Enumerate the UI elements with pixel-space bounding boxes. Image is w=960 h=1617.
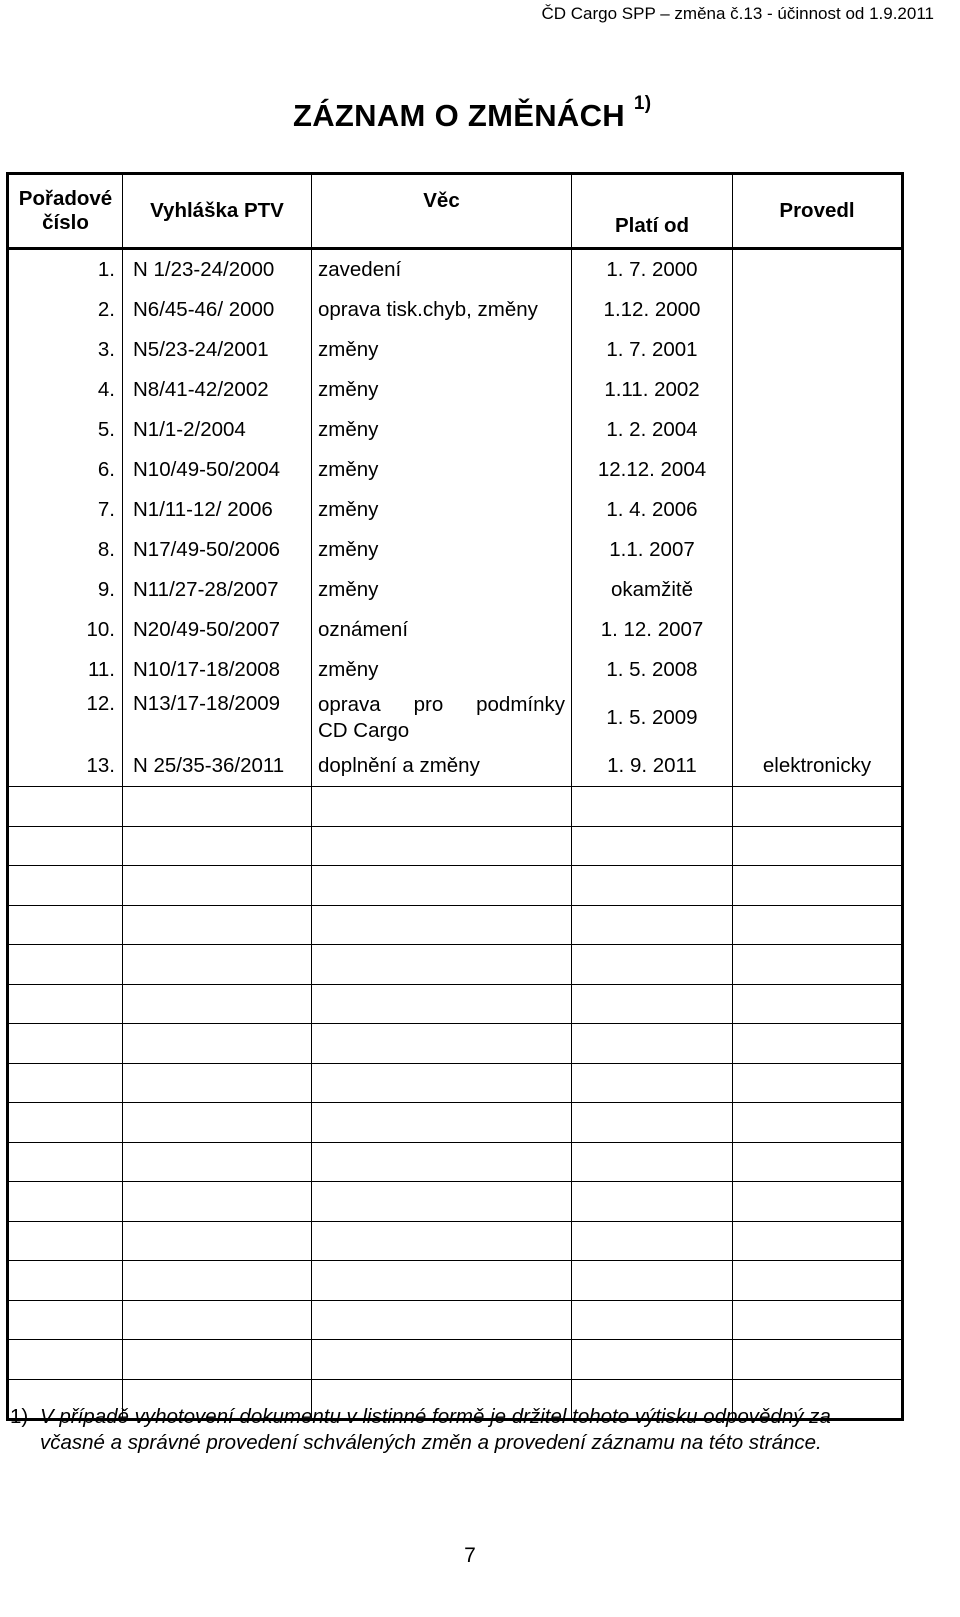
empty-cell [572,787,733,827]
empty-cell [123,984,312,1024]
cell-plati-od: 1. 9. 2011 [572,746,733,787]
cell-provedl [733,650,903,690]
table-row [8,650,903,690]
cell-provedl [733,610,903,650]
table-row [8,410,903,450]
empty-row [8,1300,903,1340]
cell-provedl [733,570,903,610]
empty-cell [733,984,903,1024]
cell-number: 12. [8,690,123,746]
cell-ptv: N8/41-42/2002 [123,370,312,410]
cell-vec: změny [312,450,572,490]
empty-cell [312,1221,572,1261]
empty-cell [8,1300,123,1340]
empty-cell [8,1103,123,1143]
cell-provedl [733,370,903,410]
cell-number: 6. [8,450,123,490]
cell-number: 7. [8,490,123,530]
cell-plati-od: 1.1. 2007 [572,530,733,570]
cell-vec: změny [312,330,572,370]
empty-cell [312,1182,572,1222]
empty-cell [733,787,903,827]
table-row [8,330,903,370]
empty-cell [733,945,903,985]
cell-provedl [733,450,903,490]
footnote-line-2: včasné a správné provedení schválených změn a provedení záznamu na této stránce. [40,1431,822,1455]
empty-cell [572,1300,733,1340]
cell-vec: oprava tisk.chyb, změny [312,290,572,330]
empty-cell [572,1221,733,1261]
table-row [8,570,903,610]
empty-cell [8,787,123,827]
cell-ptv: N 1/23-24/2000 [123,249,312,291]
empty-cell [8,826,123,866]
table-row [8,290,903,330]
empty-cell [572,1182,733,1222]
empty-cell [123,1261,312,1301]
empty-cell [312,1340,572,1380]
empty-cell [8,905,123,945]
cell-vec: změny [312,650,572,690]
empty-cell [8,984,123,1024]
changes-table [6,172,904,1421]
cell-provedl [733,690,903,746]
empty-cell [123,1340,312,1380]
cell-number: 8. [8,530,123,570]
table-row [8,490,903,530]
empty-cell [733,1221,903,1261]
cell-vec [312,690,572,746]
table-row [8,746,903,787]
cell-provedl [733,410,903,450]
running-header: ČD Cargo SPP – změna č.13 - účinnost od 1.9.2011 [541,4,934,23]
col-header-ptv: Vyhláška PTV [123,174,312,249]
cell-plati-od: 1. 4. 2006 [572,490,733,530]
empty-cell [312,905,572,945]
cell-ptv: N10/17-18/2008 [123,650,312,690]
empty-cell [572,1340,733,1380]
empty-cell [123,1063,312,1103]
empty-cell [733,1300,903,1340]
empty-cell [123,787,312,827]
cell-vec-line2: CD Cargo [318,719,410,742]
empty-row [8,1261,903,1301]
empty-row [8,1063,903,1103]
empty-row [8,787,903,827]
empty-cell [733,1261,903,1301]
cell-number: 11. [8,650,123,690]
empty-row [8,1103,903,1143]
empty-cell [312,945,572,985]
empty-cell [8,866,123,906]
page-title-text: ZÁZNAM O ZMĚNÁCH [293,98,625,133]
cell-provedl: elektronicky [733,746,903,787]
cell-number: 1. [8,249,123,291]
empty-cell [572,905,733,945]
empty-cell [312,1024,572,1064]
empty-cell [312,787,572,827]
empty-cell [8,1221,123,1261]
empty-cell [8,1142,123,1182]
cell-vec: změny [312,490,572,530]
empty-cell [123,866,312,906]
cell-plati-od: okamžitě [572,570,733,610]
empty-cell [572,826,733,866]
empty-cell [733,1024,903,1064]
col-header-provedl: Provedl [733,174,903,249]
cell-plati-od: 12.12. 2004 [572,450,733,490]
table-row [8,530,903,570]
cell-number: 5. [8,410,123,450]
cell-provedl [733,290,903,330]
cell-plati-od: 1. 5. 2009 [572,690,733,746]
col-header-plati-od: Platí od [572,174,733,249]
empty-cell [733,1142,903,1182]
empty-row [8,1182,903,1222]
cell-ptv: N1/1-2/2004 [123,410,312,450]
empty-cell [733,1063,903,1103]
cell-provedl [733,530,903,570]
empty-row [8,866,903,906]
cell-vec: oznámení [312,610,572,650]
empty-cell [312,1142,572,1182]
empty-row [8,984,903,1024]
empty-cell [733,826,903,866]
cell-vec: změny [312,370,572,410]
empty-row [8,1142,903,1182]
empty-cell [312,1063,572,1103]
cell-number: 9. [8,570,123,610]
cell-vec: zavedení [312,249,572,291]
cell-plati-od: 1. 7. 2001 [572,330,733,370]
empty-cell [123,1300,312,1340]
title-footnote-ref: 1) [633,92,652,114]
empty-cell [572,866,733,906]
footnote-line-1: V případě vyhotovení dokumentu v listinné formě je držitel tohoto výtisku odpovědný za [40,1405,831,1428]
empty-row [8,945,903,985]
table-row [8,690,903,746]
table-header-row [8,174,903,249]
empty-cell [8,1261,123,1301]
empty-cell [733,1103,903,1143]
cell-vec: změny [312,410,572,450]
cell-vec-line1: oprava pro podmínky [318,693,565,717]
empty-cell [572,1024,733,1064]
empty-cell [8,1182,123,1222]
empty-cell [123,826,312,866]
cell-number: 4. [8,370,123,410]
cell-ptv: N 25/35-36/2011 [123,746,312,787]
empty-cell [572,1261,733,1301]
footnote [10,1404,930,1456]
cell-ptv: N5/23-24/2001 [123,330,312,370]
empty-row [8,1221,903,1261]
empty-cell [572,984,733,1024]
empty-cell [733,1182,903,1222]
table-row [8,370,903,410]
footnote-mark: 1) [10,1405,29,1428]
empty-cell [123,945,312,985]
empty-cell [312,1103,572,1143]
empty-cell [8,945,123,985]
cell-plati-od: 1. 12. 2007 [572,610,733,650]
empty-cell [8,1024,123,1064]
empty-cell [123,1142,312,1182]
empty-cell [733,905,903,945]
empty-cell [733,1340,903,1380]
empty-cell [572,945,733,985]
cell-provedl [733,330,903,370]
empty-cell [312,984,572,1024]
empty-cell [123,1221,312,1261]
empty-cell [312,826,572,866]
page-number: 7 [464,1544,476,1567]
empty-cell [572,1103,733,1143]
table-row [8,450,903,490]
cell-plati-od: 1.12. 2000 [572,290,733,330]
empty-row [8,1340,903,1380]
cell-vec: změny [312,530,572,570]
empty-cell [123,1024,312,1064]
cell-ptv: N20/49-50/2007 [123,610,312,650]
empty-row [8,1024,903,1064]
cell-number: 2. [8,290,123,330]
table-row [8,610,903,650]
empty-cell [572,1063,733,1103]
page-title [293,92,652,134]
cell-number: 10. [8,610,123,650]
cell-plati-od: 1.11. 2002 [572,370,733,410]
col-header-vec: Věc [312,174,572,249]
empty-cell [123,905,312,945]
empty-cell [312,1261,572,1301]
cell-plati-od: 1. 7. 2000 [572,249,733,291]
cell-plati-od: 1. 2. 2004 [572,410,733,450]
empty-cell [123,1182,312,1222]
empty-row [8,905,903,945]
cell-provedl [733,249,903,291]
cell-vec: doplnění a změny [312,746,572,787]
cell-ptv: N1/11-12/ 2006 [123,490,312,530]
empty-cell [312,866,572,906]
cell-plati-od: 1. 5. 2008 [572,650,733,690]
cell-ptv: N6/45-46/ 2000 [123,290,312,330]
empty-cell [8,1063,123,1103]
empty-cell [312,1300,572,1340]
empty-cell [8,1340,123,1380]
cell-number: 13. [8,746,123,787]
empty-cell [123,1103,312,1143]
cell-ptv: N10/49-50/2004 [123,450,312,490]
empty-cell [572,1142,733,1182]
col-header-number: Pořadové číslo [8,174,123,249]
empty-cell [733,866,903,906]
table-row [8,249,903,291]
cell-ptv: N11/27-28/2007 [123,570,312,610]
cell-ptv: N13/17-18/2009 [123,690,312,746]
cell-number: 3. [8,330,123,370]
cell-provedl [733,490,903,530]
empty-row [8,826,903,866]
cell-vec: změny [312,570,572,610]
cell-ptv: N17/49-50/2006 [123,530,312,570]
